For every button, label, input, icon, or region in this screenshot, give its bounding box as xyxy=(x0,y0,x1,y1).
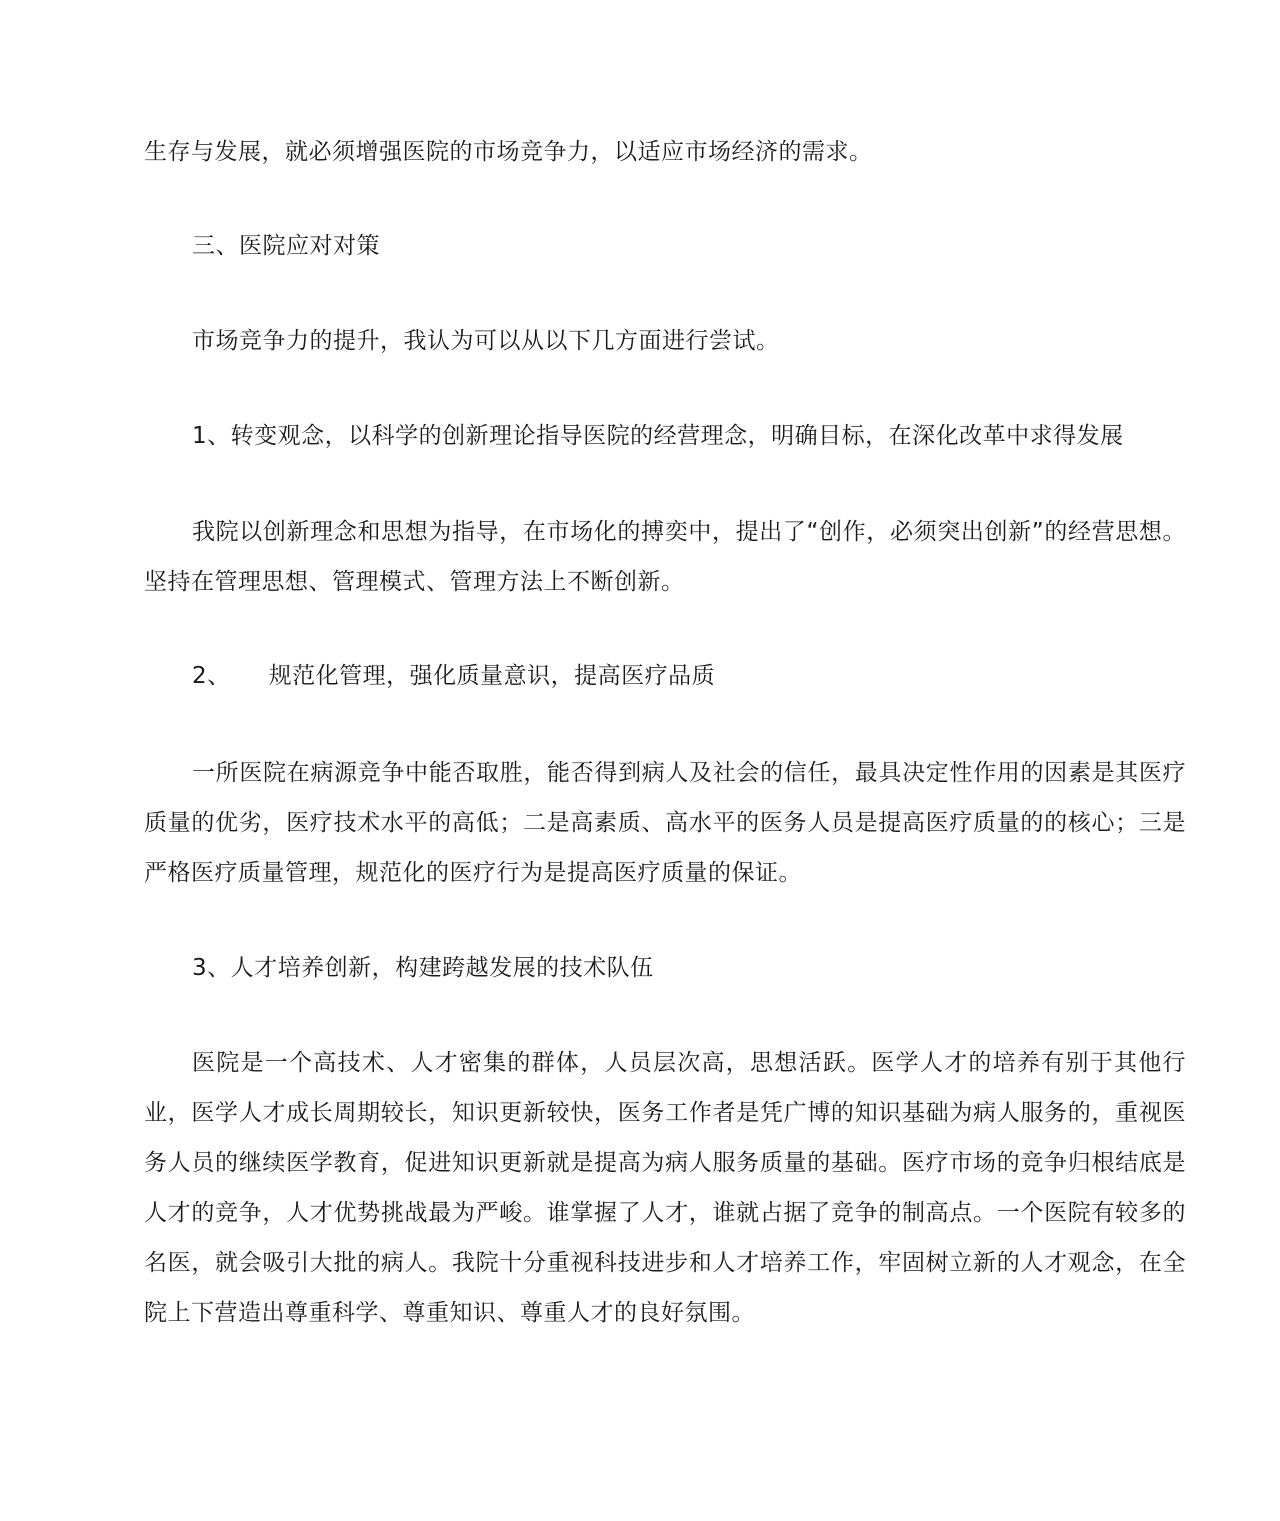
subheading-1: 1、转变观念，以科学的创新理论指导医院的经营理念，明确目标，在深化改革中求得发展 xyxy=(192,423,1124,449)
paragraph-continuation: 生存与发展，就必须增强医院的市场竞争力，以适应市场经济的需求。 xyxy=(144,139,873,165)
subheading-3: 3、人才培养创新，构建跨越发展的技术队伍 xyxy=(192,955,654,981)
subheading-2-text: 规范化管理，强化质量意识，提高医疗品质 xyxy=(268,663,716,689)
subheading-2 xyxy=(144,651,1186,701)
section-heading-three: 三、医院应对对策 xyxy=(192,233,380,259)
subheading-2-number: 2、 xyxy=(192,663,231,689)
paragraph-intro: 市场竞争力的提升，我认为可以从以下几方面进行尝试。 xyxy=(192,328,780,354)
paragraph-quality: 一所医院在病源竞争中能否取胜，能否得到病人及社会的信任，最具决定性作用的因素是其医疗质量的优劣，医疗技术水平的高低；二是高素质、高水平的医务人员是提高医疗质量的的核心；三是严格医疗质量管理，规范化的医疗行为是提高医疗质量的保证。 xyxy=(144,760,1186,886)
paragraph-innovation: 我院以创新理念和思想为指导，在市场化的搏奕中，提出了“创作，必须突出创新”的经营思想。坚持在管理思想、管理模式、管理方法上不断创新。 xyxy=(144,519,1186,595)
paragraph-talent: 医院是一个高技术、人才密集的群体，人员层次高，思想活跃。医学人才的培养有别于其他行业，医学人才成长周期较长，知识更新较快，医务工作者是凭广博的知识基础为病人服务的，重视医务人员的继续医学教育，促进知识更新就是提高为病人服务质量的基础。医疗市场的竞争归根结底是人才的竞争，人才优势挑战最为严峻。谁掌握了人才，谁就占据了竞争的制高点。一个医院有较多的名医，就会吸引大批的病人。我院十分重视科技进步和人才培养工作，牢固树立新的人才观念，在全院上下营造出尊重科学、尊重知识、尊重人才的良好氛围。 xyxy=(144,1050,1186,1326)
